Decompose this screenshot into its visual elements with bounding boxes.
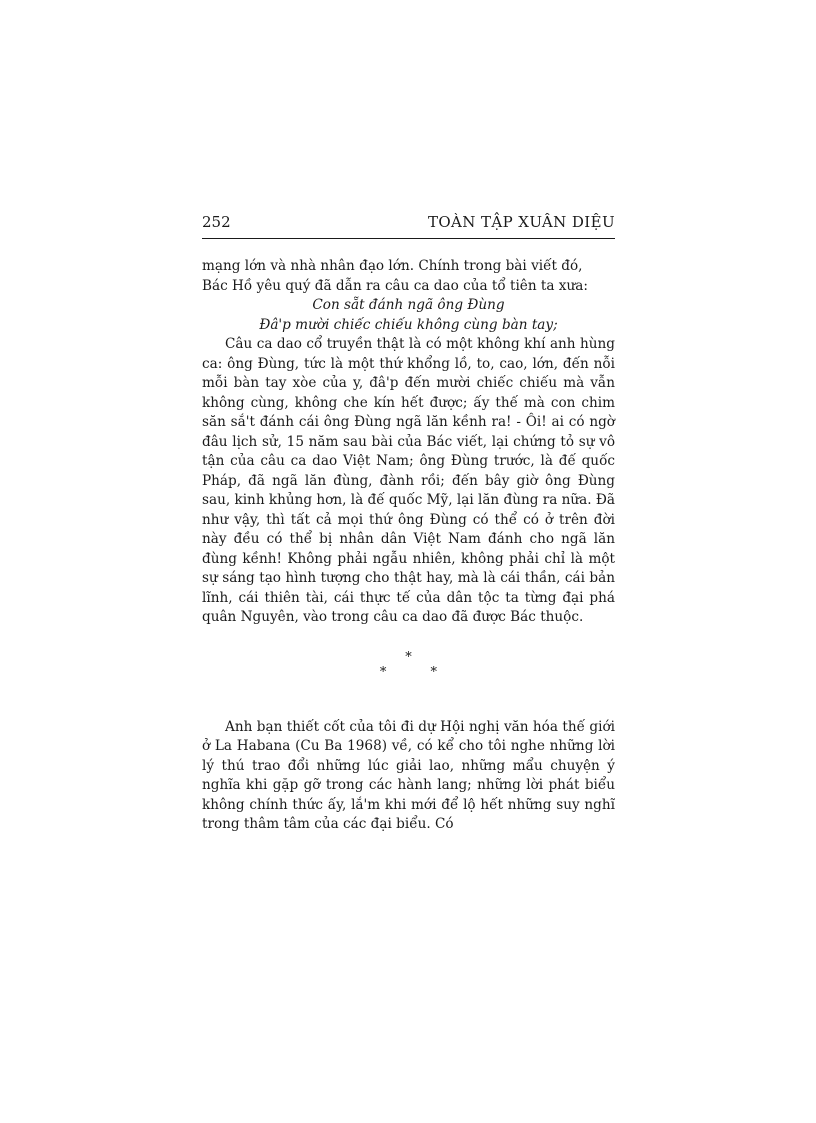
verse-line-1: Con sẵt đánh ngã ông Đùng xyxy=(312,297,505,313)
book-title: TOÀN TẬP XUÂN DIỆU xyxy=(427,213,615,231)
page-body xyxy=(202,257,615,835)
section-gap xyxy=(202,680,615,718)
running-header xyxy=(202,212,615,239)
paragraph-2: Anh bạn thiết cốt của tôi đi dự Hội nghị văn hóa thế giới ở La Habana (Cu Ba 1968) về, có kể cho tôi nghe những lời lý thú trao đổi những lúc giải lao, những mẩu chuyện ý nghĩa khi gặp gỡ trong các hành lang; những lời phát biểu không chính thức ấy, lắ'm khi mới để lộ hết những suy nghĩ trong thâm tâm của các đại biểu. Có xyxy=(202,718,615,832)
page-number: 252 xyxy=(202,213,231,231)
paragraph-1: Câu ca dao cổ truyền thật là có một không khí anh hùng ca: ông Đùng, tức là một thứ khổng lồ, to, cao, lớn, đến nỗi mỗi bàn tay xòe của y, đâ'p đến mười chiếc chiếu mà vẫn không cùng, không che kín hết được; ấy thế mà con chim săn sắ't đánh cái ông Đùng ngã lăn kềnh ra! - Ôi! ai có ngờ đâu lịch sử, 15 năm sau bài của Bác viết, lại chứng tỏ sự vô tận của câu ca dao Việt Nam; ông Đùng trước, là đế quốc Pháp, đã ngã lăn đùng, đành rồi; đến bây giờ ông Đùng sau, kinh khủng hơn, là đế quốc Mỹ, lại lăn đùng ra nữa. Đã như vậy, thì tất cả mọi thứ ông Đùng có thể có ở trên đời này đều có thể bị nhân dân Việt Nam đánh cho ngã lăn đùng kềnh! Không phải ngẫu nhiên, không phải chỉ là một sự sáng tạo hình tượng cho thật hay, mà là cái thần, cái bản lĩnh, cái thiên tài, cái thực tế của dân tộc ta từng đại phá quân Nguyên, vào trong câu ca dao đã được Bác thuộc. xyxy=(202,336,616,625)
opening-line-2: Bác Hồ yêu quý đã dẫn ra câu ca dao của tổ tiên ta xưa: xyxy=(202,277,588,294)
verse-quote xyxy=(202,296,615,335)
separator-star-bottom: * * xyxy=(379,664,438,680)
separator-star-top: * xyxy=(405,649,412,665)
opening-line-1: mạng lớn và nhà nhân đạo lớn. Chính trong bài viết đó, xyxy=(202,258,583,274)
book-page xyxy=(202,212,615,835)
section-separator xyxy=(202,650,615,680)
verse-line-2: Đâ'p mười chiếc chiếu không cùng bàn tay; xyxy=(259,316,558,333)
